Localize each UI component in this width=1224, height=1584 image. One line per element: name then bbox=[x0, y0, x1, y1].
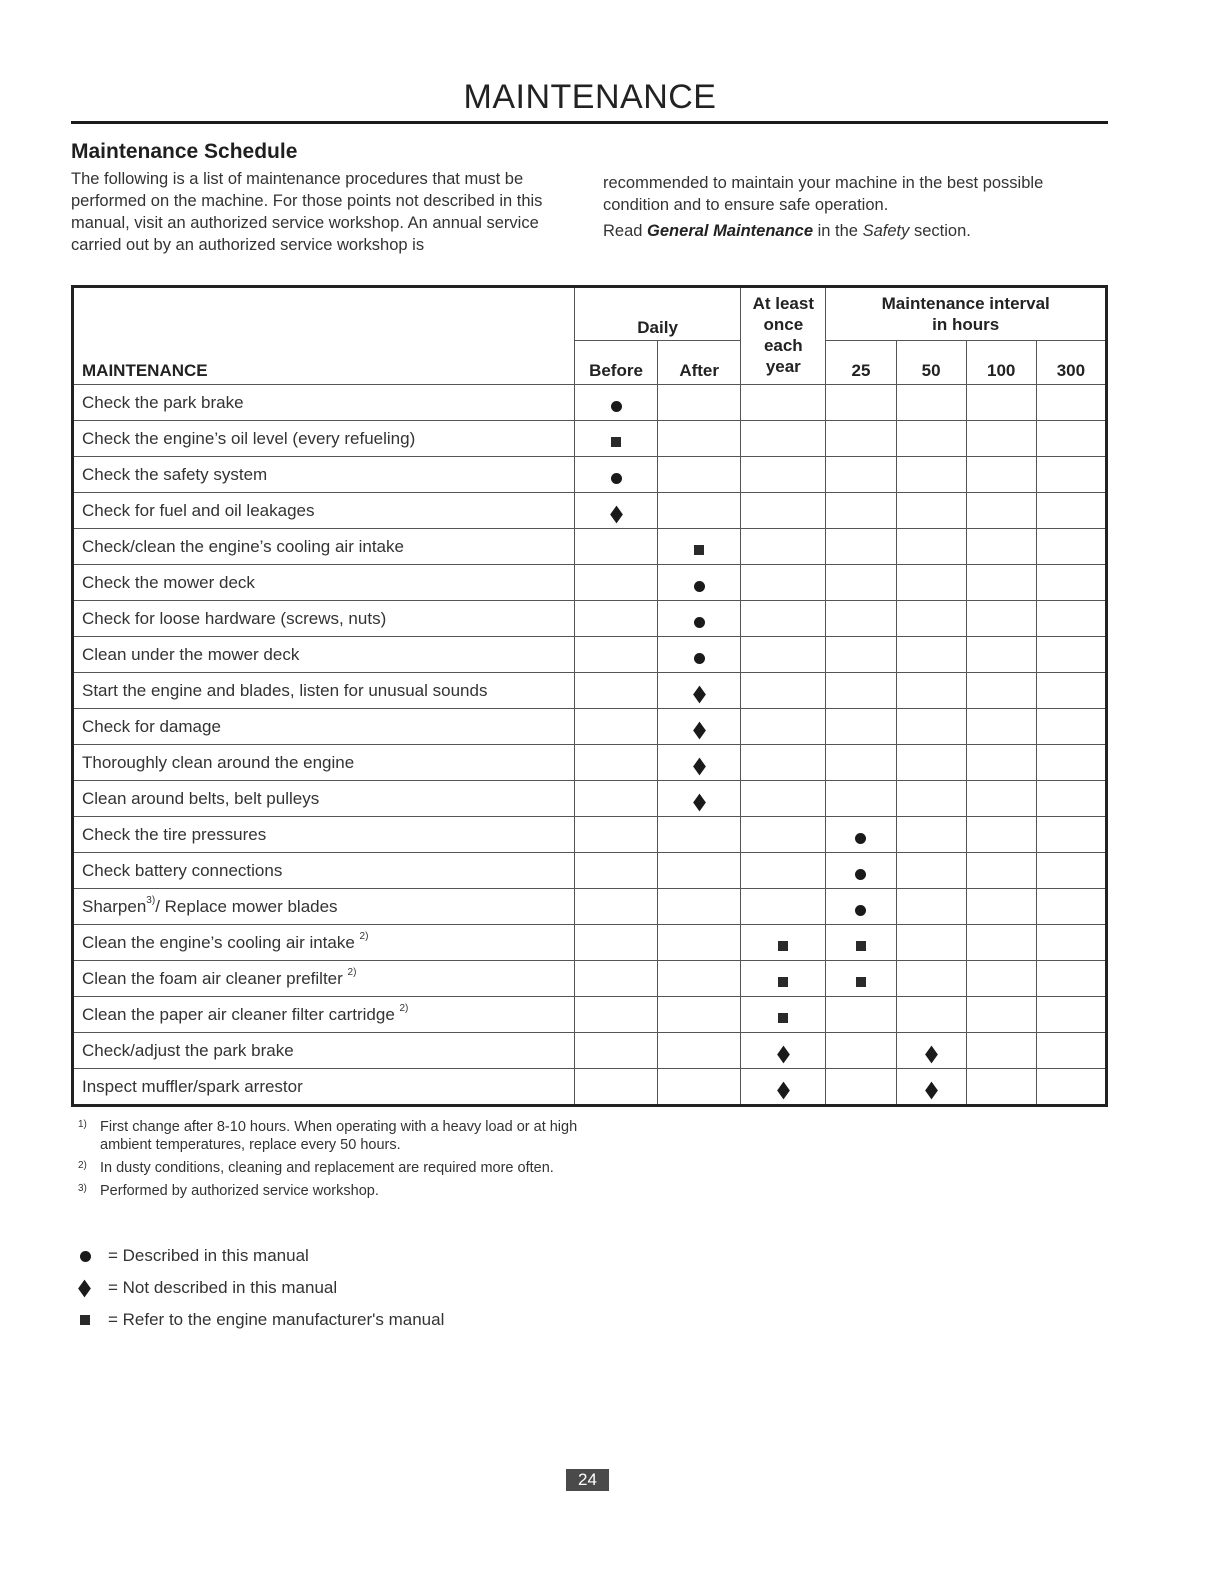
cell-yearly bbox=[741, 997, 826, 1033]
task-cell bbox=[73, 997, 575, 1033]
table-row bbox=[73, 1033, 1107, 1069]
cell-25-hours bbox=[826, 997, 896, 1033]
task-cell bbox=[73, 1069, 575, 1106]
cell-25-hours bbox=[826, 1069, 896, 1106]
task-name: Check for fuel and oil leakages bbox=[82, 500, 315, 520]
footnote-2 bbox=[78, 1159, 578, 1177]
cell-daily-before bbox=[574, 457, 657, 493]
task-name: Clean the engine’s cooling air intake bbox=[82, 932, 360, 952]
cell-300-hours bbox=[1036, 1033, 1106, 1069]
cell-25-hours bbox=[826, 1033, 896, 1069]
table-row bbox=[73, 385, 1107, 421]
cell-50-hours bbox=[896, 781, 966, 817]
cell-300-hours bbox=[1036, 889, 1106, 925]
cell-100-hours bbox=[966, 565, 1036, 601]
cell-25-hours bbox=[826, 745, 896, 781]
cell-daily-before bbox=[574, 1033, 657, 1069]
header-300-hours: 300 bbox=[1036, 341, 1106, 385]
task-cell bbox=[73, 493, 575, 529]
footnote-ref: 2) bbox=[347, 966, 357, 978]
cell-daily-after bbox=[658, 565, 741, 601]
task-name: Start the engine and blades, listen for unusual sounds bbox=[82, 680, 488, 700]
header-25-hours: 25 bbox=[826, 341, 896, 385]
task-name: Clean the foam air cleaner prefilter bbox=[82, 968, 348, 988]
task-name: Check/clean the engine’s cooling air intake bbox=[82, 536, 404, 556]
safety-ref: Safety bbox=[862, 222, 910, 240]
legend-text: = Refer to the engine manufacturer's manual bbox=[108, 1310, 445, 1329]
cell-300-hours bbox=[1036, 565, 1106, 601]
task-name: Check the tire pressures bbox=[82, 824, 267, 844]
cell-25-hours bbox=[826, 925, 896, 961]
cell-100-hours bbox=[966, 637, 1036, 673]
cell-daily-after bbox=[658, 493, 741, 529]
cell-daily-before bbox=[574, 565, 657, 601]
cell-25-hours bbox=[826, 457, 896, 493]
task-cell bbox=[73, 385, 575, 421]
cell-yearly bbox=[741, 601, 826, 637]
cell-daily-before bbox=[574, 853, 657, 889]
cell-daily-after bbox=[658, 601, 741, 637]
cell-daily-before bbox=[574, 637, 657, 673]
task-name: Check the safety system bbox=[82, 464, 268, 484]
cell-100-hours bbox=[966, 817, 1036, 853]
footnote-ref: 2) bbox=[359, 930, 369, 942]
cell-daily-after bbox=[658, 817, 741, 853]
cell-yearly bbox=[741, 709, 826, 745]
cell-daily-before bbox=[574, 1069, 657, 1106]
task-name: Check the park brake bbox=[82, 392, 244, 412]
task-name: Sharpen bbox=[82, 896, 147, 916]
cell-25-hours bbox=[826, 385, 896, 421]
filled-square-icon bbox=[778, 977, 788, 987]
header-yearly-line1: At least bbox=[752, 294, 815, 313]
task-cell bbox=[73, 673, 575, 709]
cell-50-hours bbox=[896, 385, 966, 421]
cell-50-hours bbox=[896, 493, 966, 529]
cell-25-hours bbox=[826, 493, 896, 529]
table-row bbox=[73, 745, 1107, 781]
cell-50-hours bbox=[896, 529, 966, 565]
footnote-text: In dusty conditions, cleaning and replacement are required more often. bbox=[100, 1160, 554, 1176]
task-cell bbox=[73, 925, 575, 961]
cell-50-hours bbox=[896, 853, 966, 889]
footnote-ref: 2) bbox=[399, 1002, 409, 1014]
cell-yearly bbox=[741, 1069, 826, 1106]
filled-circle-icon bbox=[80, 1251, 91, 1262]
task-cell bbox=[73, 781, 575, 817]
legend-described bbox=[80, 1240, 444, 1272]
task-name: Inspect muffler/spark arrestor bbox=[82, 1076, 303, 1096]
cell-100-hours bbox=[966, 997, 1036, 1033]
table-row bbox=[73, 529, 1107, 565]
header-yearly-line4: year bbox=[765, 357, 801, 376]
cell-25-hours bbox=[826, 601, 896, 637]
section-heading: Maintenance Schedule bbox=[71, 140, 298, 163]
footnote-number: 3) bbox=[78, 1183, 87, 1194]
footnote-number: 2) bbox=[78, 1160, 87, 1171]
header-100-hours: 100 bbox=[966, 341, 1036, 385]
filled-diamond-icon bbox=[693, 757, 706, 775]
cell-50-hours bbox=[896, 817, 966, 853]
cell-daily-after bbox=[658, 997, 741, 1033]
filled-square-icon bbox=[856, 977, 866, 987]
task-name: Clean under the mower deck bbox=[82, 644, 300, 664]
cell-300-hours bbox=[1036, 385, 1106, 421]
footnote-number: 1) bbox=[78, 1119, 87, 1130]
task-cell bbox=[73, 709, 575, 745]
legend-engine-manual bbox=[80, 1304, 444, 1336]
header-interval-line2: in hours bbox=[932, 315, 1000, 334]
footnote-3 bbox=[78, 1182, 578, 1200]
cell-daily-after bbox=[658, 853, 741, 889]
cell-daily-before bbox=[574, 781, 657, 817]
cell-100-hours bbox=[966, 853, 1036, 889]
task-name: Check/adjust the park brake bbox=[82, 1040, 294, 1060]
cell-25-hours bbox=[826, 673, 896, 709]
cell-daily-before bbox=[574, 745, 657, 781]
cell-daily-after bbox=[658, 421, 741, 457]
cell-100-hours bbox=[966, 1033, 1036, 1069]
cell-yearly bbox=[741, 1033, 826, 1069]
cell-50-hours bbox=[896, 673, 966, 709]
cell-50-hours bbox=[896, 1069, 966, 1106]
filled-diamond-icon bbox=[78, 1279, 91, 1297]
cell-300-hours bbox=[1036, 493, 1106, 529]
header-yearly-line3: each bbox=[763, 336, 803, 355]
filled-square-icon bbox=[80, 1315, 90, 1325]
read-suffix: section. bbox=[913, 222, 971, 240]
cell-50-hours bbox=[896, 925, 966, 961]
cell-50-hours bbox=[896, 997, 966, 1033]
intro-paragraph-left: The following is a list of maintenance procedures that must be performed on the machine. For those points not described in this manual, visit an authorized service workshop. An annual service carried out by an authorized service workshop is bbox=[71, 170, 543, 254]
cell-daily-after bbox=[658, 781, 741, 817]
cell-daily-before bbox=[574, 961, 657, 997]
cell-50-hours bbox=[896, 565, 966, 601]
cell-100-hours bbox=[966, 457, 1036, 493]
page-number: 24 bbox=[566, 1469, 609, 1491]
header-yearly-line2: once bbox=[763, 315, 804, 334]
general-maintenance-ref: General Maintenance bbox=[647, 222, 814, 240]
table-row bbox=[73, 1069, 1107, 1106]
cell-daily-after bbox=[658, 1069, 741, 1106]
table-row bbox=[73, 889, 1107, 925]
cell-300-hours bbox=[1036, 997, 1106, 1033]
cell-100-hours bbox=[966, 925, 1036, 961]
task-name: Clean the paper air cleaner filter cartridge bbox=[82, 1004, 400, 1024]
filled-diamond-icon bbox=[693, 685, 706, 703]
cell-daily-before bbox=[574, 529, 657, 565]
cell-100-hours bbox=[966, 601, 1036, 637]
cell-25-hours bbox=[826, 961, 896, 997]
cell-100-hours bbox=[966, 1069, 1036, 1106]
cell-300-hours bbox=[1036, 637, 1106, 673]
cell-300-hours bbox=[1036, 781, 1106, 817]
cell-50-hours bbox=[896, 421, 966, 457]
filled-circle-icon bbox=[855, 833, 866, 844]
cell-300-hours bbox=[1036, 925, 1106, 961]
task-name: Thoroughly clean around the engine bbox=[82, 752, 355, 772]
cell-300-hours bbox=[1036, 961, 1106, 997]
cell-daily-before bbox=[574, 385, 657, 421]
cell-daily-after bbox=[658, 925, 741, 961]
filled-square-icon bbox=[611, 437, 621, 447]
page-title: MAINTENANCE bbox=[463, 78, 717, 116]
cell-25-hours bbox=[826, 853, 896, 889]
cell-daily-after bbox=[658, 385, 741, 421]
cell-300-hours bbox=[1036, 421, 1106, 457]
cell-300-hours bbox=[1036, 673, 1106, 709]
cell-25-hours bbox=[826, 421, 896, 457]
header-yearly bbox=[741, 287, 826, 385]
cell-50-hours bbox=[896, 745, 966, 781]
table-row bbox=[73, 457, 1107, 493]
cell-yearly bbox=[741, 565, 826, 601]
cell-25-hours bbox=[826, 637, 896, 673]
table-row bbox=[73, 817, 1107, 853]
cell-yearly bbox=[741, 457, 826, 493]
header-maintenance: MAINTENANCE bbox=[73, 287, 575, 385]
cell-daily-before bbox=[574, 817, 657, 853]
table-row bbox=[73, 601, 1107, 637]
cell-daily-before bbox=[574, 997, 657, 1033]
cell-300-hours bbox=[1036, 745, 1106, 781]
task-cell bbox=[73, 1033, 575, 1069]
cell-100-hours bbox=[966, 673, 1036, 709]
filled-square-icon bbox=[694, 545, 704, 555]
cell-yearly bbox=[741, 925, 826, 961]
footnotes bbox=[78, 1118, 578, 1205]
footnote-text: Performed by authorized service workshop. bbox=[100, 1183, 379, 1199]
header-daily: Daily bbox=[574, 287, 740, 341]
table-row bbox=[73, 637, 1107, 673]
header-interval bbox=[826, 287, 1107, 341]
task-name: Check for damage bbox=[82, 716, 221, 736]
cell-25-hours bbox=[826, 565, 896, 601]
cell-yearly bbox=[741, 493, 826, 529]
cell-daily-after bbox=[658, 673, 741, 709]
filled-circle-icon bbox=[611, 473, 622, 484]
cell-50-hours bbox=[896, 709, 966, 745]
filled-circle-icon bbox=[611, 401, 622, 412]
cell-100-hours bbox=[966, 889, 1036, 925]
cell-daily-before bbox=[574, 925, 657, 961]
task-name: Check the engine’s oil level (every refueling) bbox=[82, 428, 416, 448]
cell-50-hours bbox=[896, 889, 966, 925]
filled-circle-icon bbox=[694, 653, 705, 664]
cell-yearly bbox=[741, 385, 826, 421]
task-cell bbox=[73, 601, 575, 637]
cell-daily-after bbox=[658, 889, 741, 925]
cell-yearly bbox=[741, 745, 826, 781]
read-mid: in the bbox=[817, 222, 858, 240]
read-prefix: Read bbox=[603, 222, 643, 240]
task-name: Check the mower deck bbox=[82, 572, 255, 592]
cell-300-hours bbox=[1036, 1069, 1106, 1106]
cell-yearly bbox=[741, 889, 826, 925]
cell-300-hours bbox=[1036, 853, 1106, 889]
cell-25-hours bbox=[826, 889, 896, 925]
legend-not-described bbox=[80, 1272, 444, 1304]
filled-diamond-icon bbox=[693, 793, 706, 811]
cell-100-hours bbox=[966, 385, 1036, 421]
filled-diamond-icon bbox=[610, 505, 623, 523]
cell-300-hours bbox=[1036, 709, 1106, 745]
filled-square-icon bbox=[778, 1013, 788, 1023]
table-row bbox=[73, 709, 1107, 745]
cell-yearly bbox=[741, 529, 826, 565]
task-name: Check battery connections bbox=[82, 860, 283, 880]
task-cell bbox=[73, 961, 575, 997]
read-safety-note bbox=[603, 220, 1103, 242]
cell-25-hours bbox=[826, 709, 896, 745]
cell-daily-before bbox=[574, 889, 657, 925]
header-after: After bbox=[658, 341, 741, 385]
table-row bbox=[73, 997, 1107, 1033]
cell-yearly bbox=[741, 961, 826, 997]
title-rule bbox=[71, 121, 1108, 124]
filled-circle-icon bbox=[855, 905, 866, 916]
schedule-body bbox=[73, 385, 1107, 1106]
cell-daily-after bbox=[658, 529, 741, 565]
filled-diamond-icon bbox=[925, 1045, 938, 1063]
task-cell bbox=[73, 565, 575, 601]
cell-daily-after bbox=[658, 961, 741, 997]
cell-daily-after bbox=[658, 1033, 741, 1069]
cell-100-hours bbox=[966, 745, 1036, 781]
cell-50-hours bbox=[896, 637, 966, 673]
cell-daily-before bbox=[574, 493, 657, 529]
task-cell bbox=[73, 529, 575, 565]
cell-50-hours bbox=[896, 601, 966, 637]
table-row bbox=[73, 565, 1107, 601]
cell-yearly bbox=[741, 673, 826, 709]
symbol-legend bbox=[80, 1240, 444, 1336]
task-cell bbox=[73, 745, 575, 781]
cell-25-hours bbox=[826, 781, 896, 817]
cell-daily-after bbox=[658, 709, 741, 745]
filled-diamond-icon bbox=[777, 1045, 790, 1063]
cell-100-hours bbox=[966, 961, 1036, 997]
filled-circle-icon bbox=[855, 869, 866, 880]
filled-diamond-icon bbox=[777, 1081, 790, 1099]
filled-diamond-icon bbox=[925, 1081, 938, 1099]
table-row bbox=[73, 781, 1107, 817]
cell-daily-after bbox=[658, 457, 741, 493]
cell-50-hours bbox=[896, 961, 966, 997]
task-cell bbox=[73, 457, 575, 493]
cell-yearly bbox=[741, 637, 826, 673]
table-row bbox=[73, 493, 1107, 529]
intro-right-text: recommended to maintain your machine in the best possible condition and to ensure safe operation. bbox=[603, 174, 1044, 214]
table-row bbox=[73, 421, 1107, 457]
filled-square-icon bbox=[856, 941, 866, 951]
table-row bbox=[73, 925, 1107, 961]
task-cell bbox=[73, 817, 575, 853]
cell-daily-before bbox=[574, 709, 657, 745]
cell-100-hours bbox=[966, 421, 1036, 457]
task-cell bbox=[73, 637, 575, 673]
task-cell bbox=[73, 421, 575, 457]
cell-300-hours bbox=[1036, 529, 1106, 565]
cell-50-hours bbox=[896, 1033, 966, 1069]
table-row bbox=[73, 853, 1107, 889]
cell-100-hours bbox=[966, 781, 1036, 817]
table-row bbox=[73, 673, 1107, 709]
header-interval-line1: Maintenance interval bbox=[881, 294, 1050, 313]
cell-100-hours bbox=[966, 709, 1036, 745]
task-name-rest: / Replace mower blades bbox=[155, 896, 338, 916]
task-cell bbox=[73, 853, 575, 889]
cell-daily-after bbox=[658, 745, 741, 781]
cell-daily-before bbox=[574, 673, 657, 709]
filled-circle-icon bbox=[694, 617, 705, 628]
filled-diamond-icon bbox=[693, 721, 706, 739]
cell-100-hours bbox=[966, 529, 1036, 565]
intro-paragraph-right bbox=[603, 172, 1103, 242]
cell-yearly bbox=[741, 781, 826, 817]
filled-square-icon bbox=[778, 941, 788, 951]
footnote-1 bbox=[78, 1118, 578, 1154]
cell-300-hours bbox=[1036, 817, 1106, 853]
task-cell bbox=[73, 889, 575, 925]
cell-300-hours bbox=[1036, 601, 1106, 637]
cell-daily-before bbox=[574, 421, 657, 457]
footnote-ref: 3) bbox=[146, 894, 156, 906]
footnote-text: First change after 8-10 hours. When operating with a heavy load or at high ambient temperatures, replace every 50 hours. bbox=[100, 1119, 578, 1153]
cell-50-hours bbox=[896, 457, 966, 493]
filled-circle-icon bbox=[694, 581, 705, 592]
task-name: Check for loose hardware (screws, nuts) bbox=[82, 608, 387, 628]
cell-daily-before bbox=[574, 601, 657, 637]
cell-yearly bbox=[741, 421, 826, 457]
cell-yearly bbox=[741, 853, 826, 889]
legend-text: = Described in this manual bbox=[108, 1246, 309, 1265]
cell-25-hours bbox=[826, 817, 896, 853]
cell-25-hours bbox=[826, 529, 896, 565]
header-50-hours: 50 bbox=[896, 341, 966, 385]
cell-100-hours bbox=[966, 493, 1036, 529]
cell-yearly bbox=[741, 817, 826, 853]
legend-text: = Not described in this manual bbox=[108, 1278, 338, 1297]
header-before: Before bbox=[574, 341, 657, 385]
cell-daily-after bbox=[658, 637, 741, 673]
task-name: Clean around belts, belt pulleys bbox=[82, 788, 320, 808]
cell-300-hours bbox=[1036, 457, 1106, 493]
maintenance-schedule-table bbox=[71, 285, 1108, 1107]
table-row bbox=[73, 961, 1107, 997]
